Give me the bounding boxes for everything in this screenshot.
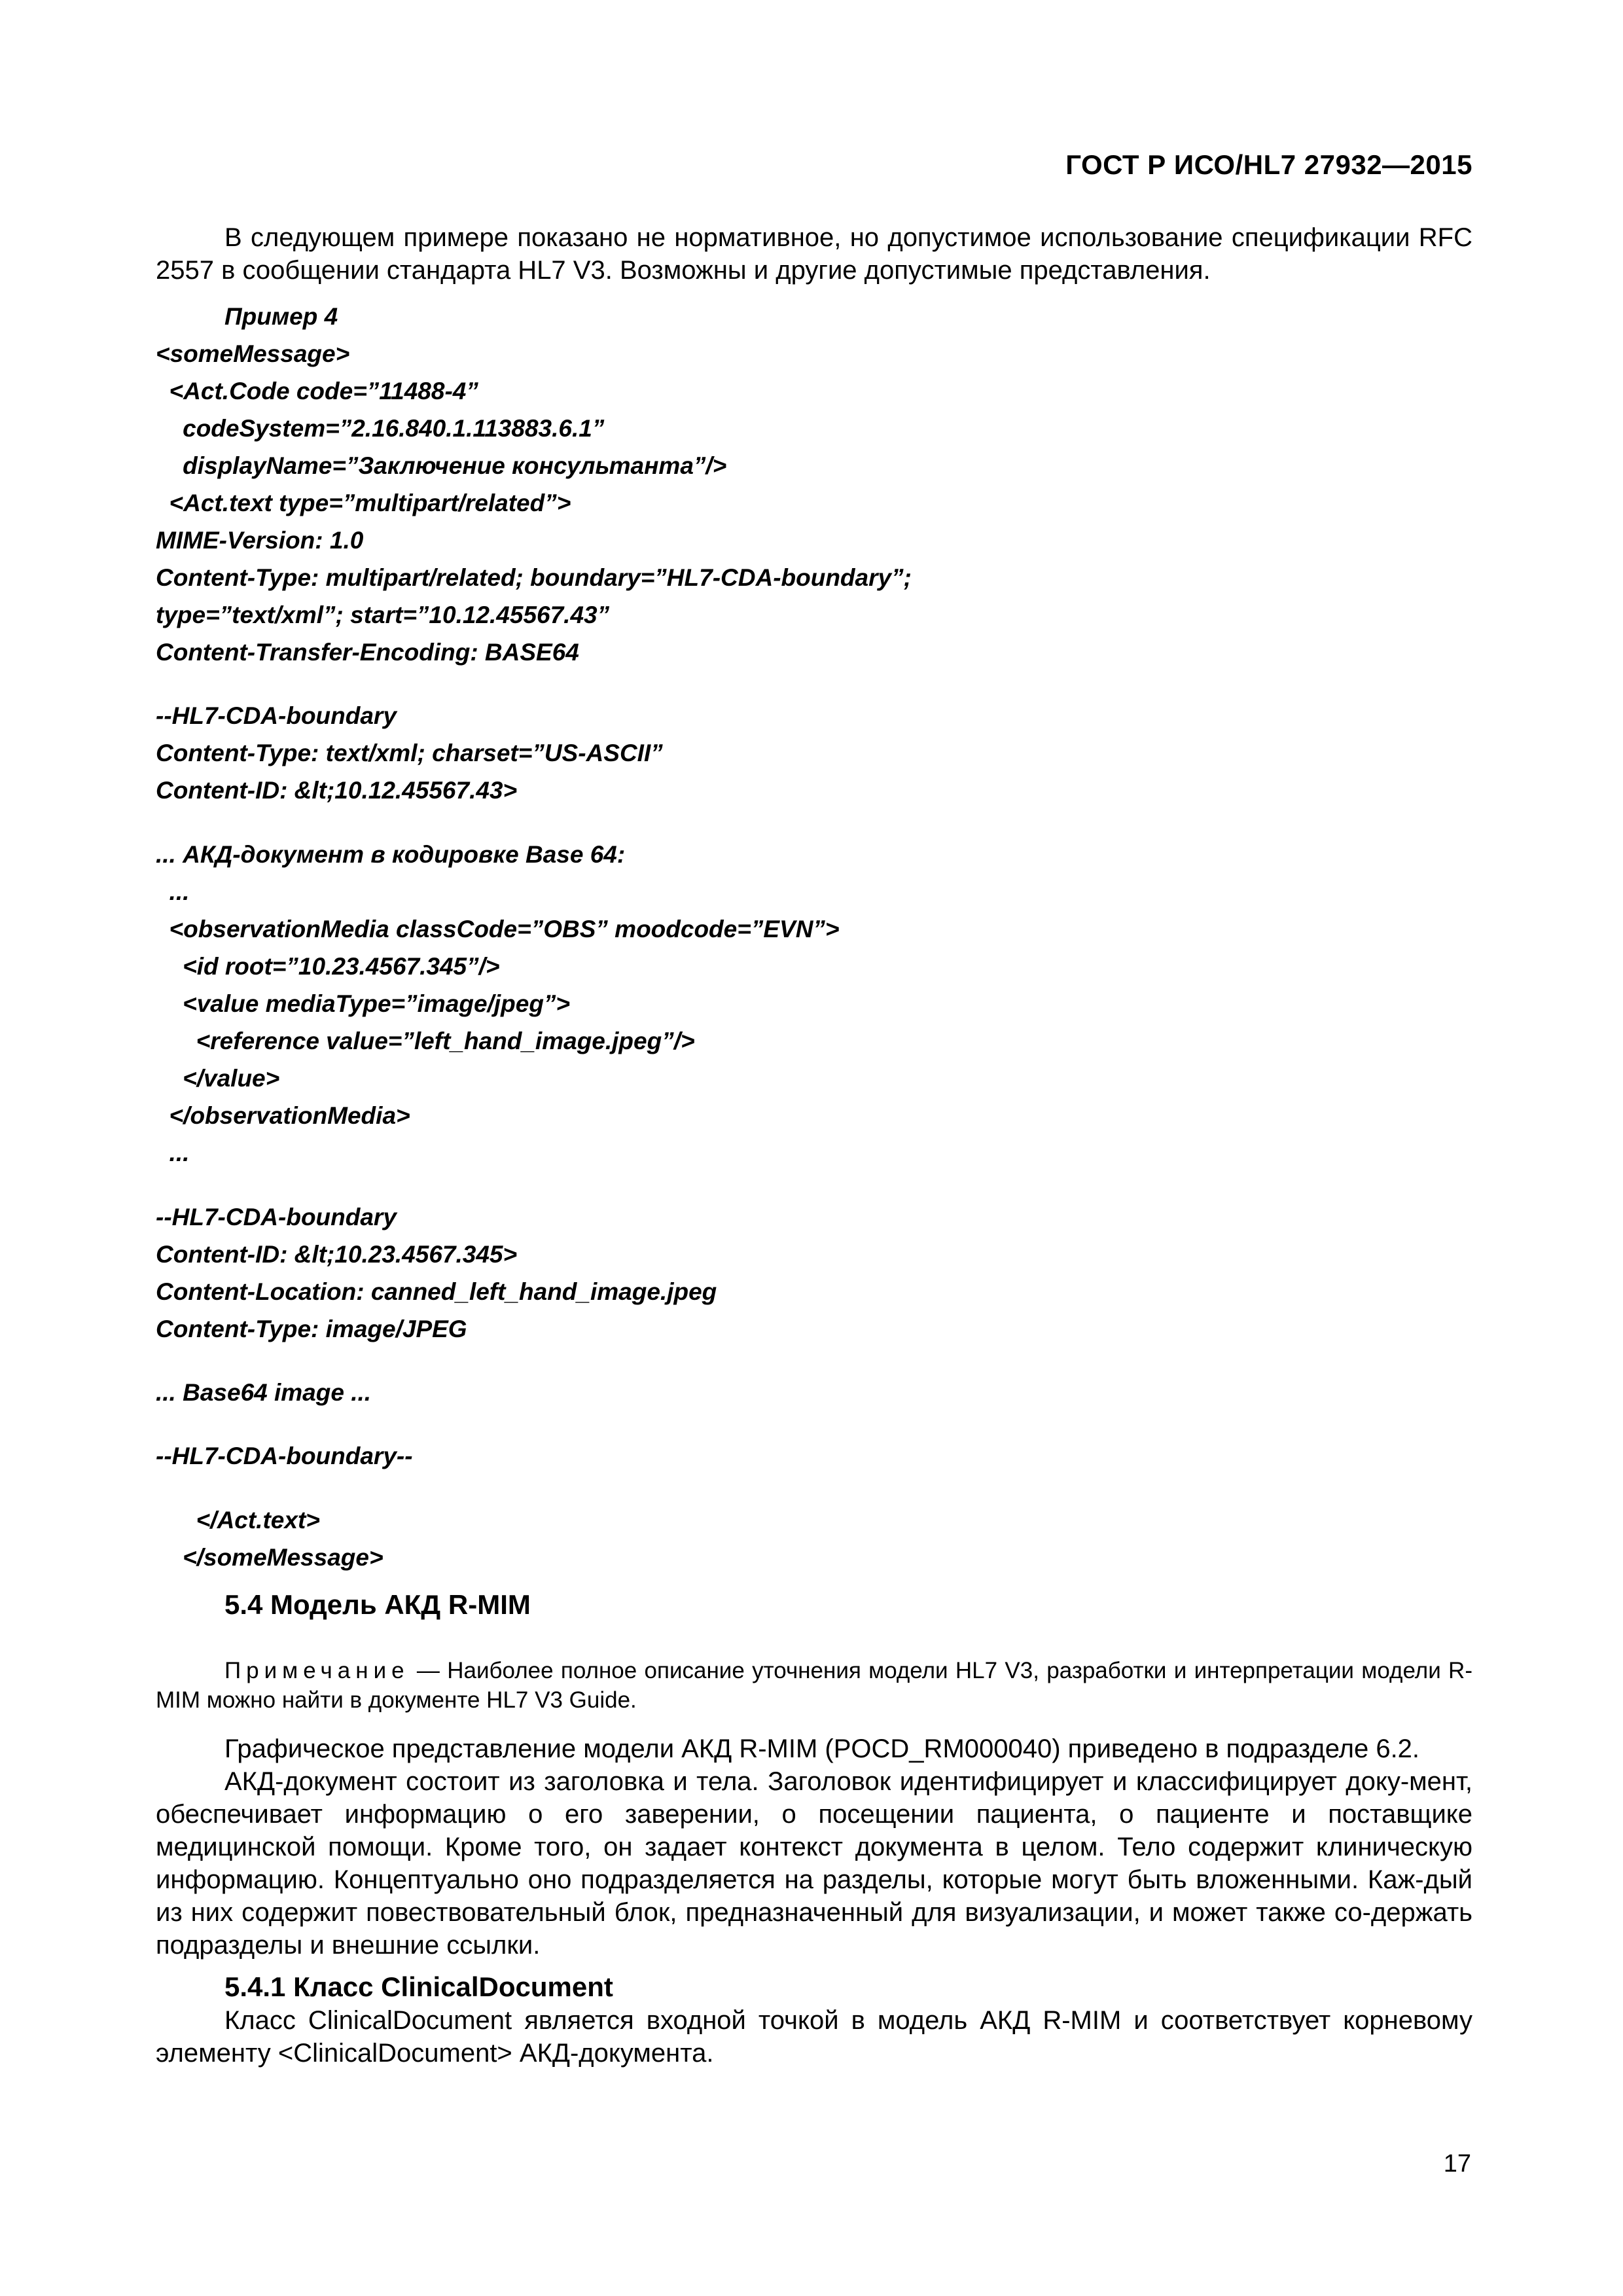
code-line: type=”text/xml”; start=”10.12.45567.43” (156, 601, 610, 628)
section-5-4-1-paragraph: Класс ClinicalDocument является входной точкой в модель АКД R-MIM и соответствует корневому элементу <ClinicalDocument> АКД-документа. (156, 2006, 1472, 2068)
code-line: ... Base64 image ... (156, 1379, 372, 1406)
example-title: Пример 4 (224, 303, 338, 330)
code-line: ... (156, 878, 190, 905)
code-line: <reference value=”left_hand_image.jpeg”/> (156, 1028, 695, 1054)
note-label: Примечание (224, 1658, 410, 1683)
code-line: --HL7-CDA-boundary (156, 702, 397, 729)
code-line: <Act.Code code=”11488-4” (156, 378, 478, 404)
section-5-4-paragraph-2: АКД-документ состоит из заголовка и тела. Заголовок идентифицирует и классифицирует доку-мент, обеспечивает информацию о его заверении, о посещении пациента, о пациенте и поставщике медицинской помощи. Кроме того, он задает контекст документа в целом. Тело содержит клиническую информацию. Концептуально оно подразделяется на разделы, которые могут быть вложенными. Каж-дый из них содержит повествовательный блок, предназначенный для визуализации, и может также со-держать подразделы и внешние ссылки. (156, 1767, 1472, 1960)
note-text: — Наиболее полное описание уточнения модели HL7 V3, разработки и интерпретации модели R-MIM можно найти в документе HL7 V3 Guide. (156, 1658, 1472, 1713)
code-line: Content-ID: &lt;10.23.4567.345> (156, 1241, 518, 1268)
code-line: Content-Location: canned_left_hand_image.jpeg (156, 1278, 717, 1305)
code-line: Content-Type: image/JPEG (156, 1316, 467, 1342)
note (156, 1656, 1472, 1715)
code-line: MIME-Version: 1.0 (156, 527, 364, 554)
code-line: Content-Type: multipart/related; boundary=”HL7-CDA-boundary”; (156, 564, 912, 591)
code-line: codeSystem=”2.16.840.1.113883.6.1” (156, 415, 605, 442)
section-5-4-title: 5.4 Модель АКД R-MIM (224, 1589, 531, 1620)
code-line: </observationMedia> (156, 1102, 410, 1129)
standard-header: ГОСТ Р ИСО/HL7 27932—2015 (1065, 149, 1472, 180)
code-line: <observationMedia classCode=”OBS” moodcode=”EVN”> (156, 916, 840, 942)
code-line: --HL7-CDA-boundary (156, 1204, 397, 1230)
code-line: --HL7-CDA-boundary-- (156, 1443, 413, 1469)
code-line: <someMessage> (156, 340, 350, 367)
code-line: ... (156, 1139, 190, 1166)
code-line: ... АКД-документ в кодировке Base 64: (156, 841, 626, 868)
code-line: <Act.text type=”multipart/related”> (156, 490, 571, 516)
code-line: <value mediaType=”image/jpeg”> (156, 990, 571, 1017)
code-line: </Act.text> (156, 1507, 320, 1534)
code-line: <id root=”10.23.4567.345”/> (156, 953, 500, 980)
code-line: Content-Type: text/xml; charset=”US-ASCII” (156, 740, 663, 766)
code-line: Content-ID: &lt;10.12.45567.43> (156, 777, 518, 804)
code-line: displayName=”Заключение консультанта”/> (156, 452, 727, 479)
section-5-4-1-title: 5.4.1 Класс ClinicalDocument (224, 1971, 613, 2002)
code-line: </someMessage> (156, 1544, 383, 1571)
code-line: </value> (156, 1065, 280, 1092)
code-line: Content-Transfer-Encoding: BASE64 (156, 639, 579, 666)
intro-paragraph: В следующем примере показано не нормативное, но допустимое использование спецификации RFC 2557 в сообщении стандарта HL7 V3. Возможны и другие допустимые представления. (156, 223, 1472, 285)
page-number: 17 (1443, 2150, 1471, 2178)
section-5-4-paragraph-1: Графическое представление модели АКД R-MIM (POCD_RM000040) приведено в подразделе 6.2. (224, 1734, 1420, 1763)
